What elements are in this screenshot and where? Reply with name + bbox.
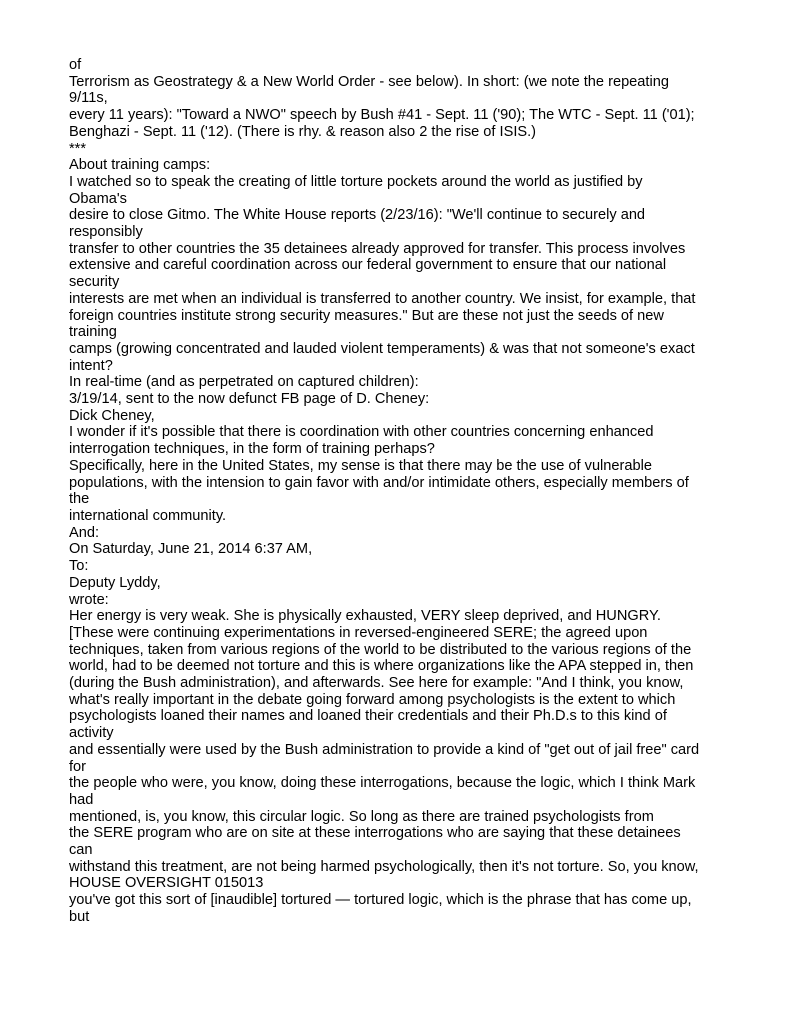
text-line: Her energy is very weak. She is physically exhausted, VERY sleep deprived, and HUNGRY. xyxy=(69,608,661,625)
text-line: but xyxy=(69,908,90,925)
text-line: Specifically, here in the United States, my sense is that there may be the use of vulnerable xyxy=(69,457,652,474)
text-line: populations, with the intension to gain favor with and/or intimidate others, especially members of xyxy=(69,474,689,491)
text-line: Dick Cheney, xyxy=(69,407,155,424)
text-line: 3/19/14, sent to the now defunct FB page of D. Cheney: xyxy=(69,391,430,408)
text-line: withstand this treatment, are not being harmed psychologically, then it's not torture. So, you know, xyxy=(69,858,699,875)
text-line: the xyxy=(69,491,90,508)
text-line: interrogation techniques, in the form of training perhaps? xyxy=(69,441,435,458)
text-line: international community. xyxy=(69,507,227,524)
section-separator: *** xyxy=(69,140,87,157)
text-line: activity xyxy=(69,725,114,742)
text-line: [These were continuing experimentations in reversed-engineered SERE; the agreed upon xyxy=(69,624,648,641)
text-line: wrote: xyxy=(69,591,109,608)
text-line: you've got this sort of [inaudible] tortured — tortured logic, which is the phrase that has come up, xyxy=(69,892,692,909)
text-line: world, had to be deemed not torture and this is where organizations like the APA stepped in, then xyxy=(69,658,694,675)
text-line: can xyxy=(69,842,93,859)
text-line: the SERE program who are on site at these interrogations who are saying that these detainees xyxy=(69,825,681,842)
text-line: what's really important in the debate going forward among psychologists is the extent to which xyxy=(69,691,676,708)
text-line: I wonder if it's possible that there is coordination with other countries concerning enhanced xyxy=(69,424,654,441)
text-line: mentioned, is, you know, this circular logic. So long as there are trained psychologists from xyxy=(69,808,654,825)
text-line: Obama's xyxy=(69,190,127,207)
text-line: I watched so to speak the creating of little torture pockets around the world as justified by xyxy=(69,173,643,190)
text-line: desire to close Gitmo. The White House reports (2/23/16): "We'll continue to securely and xyxy=(69,207,646,224)
text-line: In real-time (and as perpetrated on captured children): xyxy=(69,374,419,391)
text-line: Benghazi - Sept. 11 ('12). (There is rhy. & reason also 2 the rise of ISIS.) xyxy=(69,123,537,140)
text-line: responsibly xyxy=(69,224,143,241)
text-line: On Saturday, June 21, 2014 6:37 AM, xyxy=(69,541,313,558)
text-line: Deputy Lyddy, xyxy=(69,574,161,591)
text-line: and essentially were used by the Bush administration to provide a kind of "get out of jail free" card xyxy=(69,741,700,758)
section-heading: About training camps: xyxy=(69,157,211,174)
text-line: for xyxy=(69,758,87,775)
text-line: (during the Bush administration), and afterwards. See here for example: "And I think, you know, xyxy=(69,675,684,692)
text-line: security xyxy=(69,274,120,291)
text-line: every 11 years): "Toward a NWO" speech by Bush #41 - Sept. 11 ('90); The WTC - Sept. 11 ('01); xyxy=(69,107,695,124)
text-line: extensive and careful coordination across our federal government to ensure that our national xyxy=(69,257,667,274)
text-line: To: xyxy=(69,558,89,575)
text-line: Terrorism as Geostrategy & a New World Order - see below). In short: (we note the repeating xyxy=(69,73,669,90)
text-line: techniques, taken from various regions of the world to be distributed to the various regions of the xyxy=(69,641,692,658)
text-line: camps (growing concentrated and lauded violent temperaments) & was that not someone's exact xyxy=(69,340,695,357)
text-line: the people who were, you know, doing these interrogations, because the logic, which I think Mark xyxy=(69,775,696,792)
text-line: psychologists loaned their names and loaned their credentials and their Ph.D.s to this kind of xyxy=(69,708,667,725)
text-line: And: xyxy=(69,524,100,541)
text-line: intent? xyxy=(69,357,113,374)
text-line: transfer to other countries the 35 detainees already approved for transfer. This process involves xyxy=(69,240,686,257)
text-line: foreign countries institute strong security measures." But are these not just the seeds of new xyxy=(69,307,664,324)
page-footer-stamp: HOUSE OVERSIGHT 015013 xyxy=(69,875,264,892)
text-line: training xyxy=(69,324,117,341)
document-page xyxy=(69,57,749,926)
text-line: had xyxy=(69,791,94,808)
text-line: 9/11s, xyxy=(69,90,108,107)
text-line: interests are met when an individual is transferred to another country. We insist, for example, that xyxy=(69,290,696,307)
text-line: of xyxy=(69,57,82,73)
